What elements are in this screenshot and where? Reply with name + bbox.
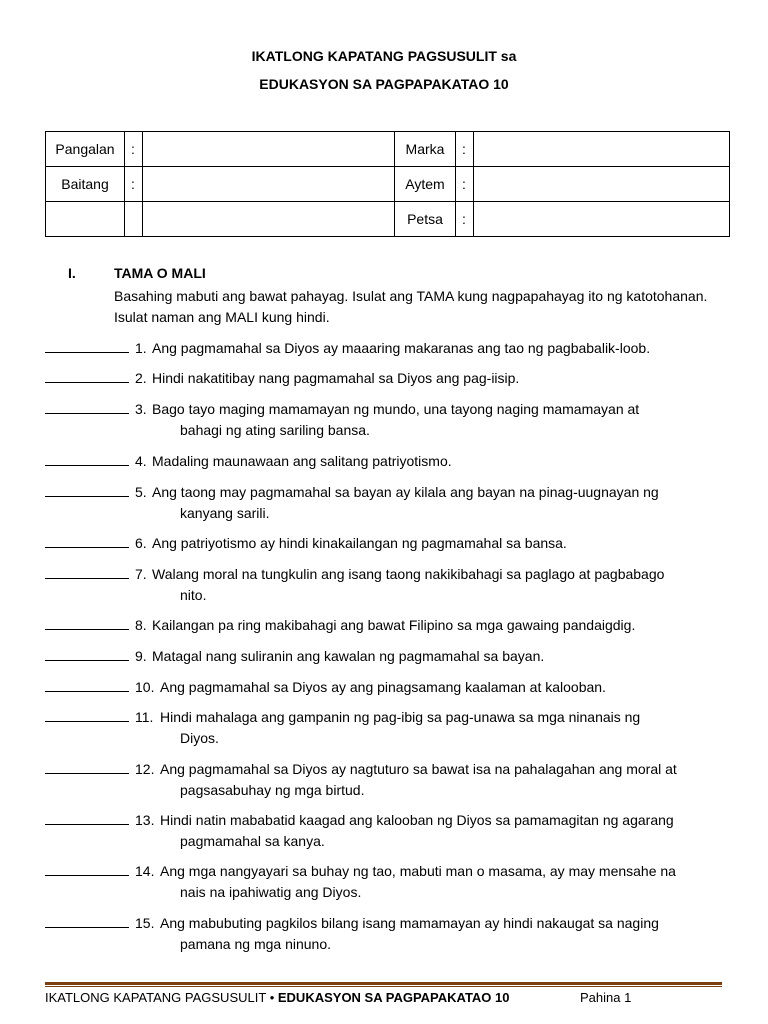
question-text: Ang pagmamahal sa Diyos ay ang pinagsamang kaalaman at kalooban. bbox=[160, 679, 606, 695]
answer-blank[interactable] bbox=[45, 399, 129, 414]
question-number: 9. bbox=[135, 648, 147, 664]
answer-blank[interactable] bbox=[45, 759, 129, 774]
footer-subject: EDUKASYON SA PAGPAPAKATAO 10 bbox=[277, 990, 510, 1005]
question-text-continued: nito. bbox=[180, 587, 207, 603]
answer-blank[interactable] bbox=[45, 677, 129, 692]
answer-blank[interactable] bbox=[45, 482, 129, 497]
footer-rule-thin bbox=[45, 986, 722, 987]
colon: : bbox=[125, 132, 143, 167]
section-title: TAMA O MALI bbox=[114, 265, 206, 281]
empty-cell bbox=[125, 202, 143, 237]
colon: : bbox=[456, 202, 474, 237]
empty-cell bbox=[46, 202, 125, 237]
answer-blank[interactable] bbox=[45, 913, 129, 928]
score-field[interactable] bbox=[474, 132, 730, 167]
name-field[interactable] bbox=[143, 132, 395, 167]
question-number: 3. bbox=[135, 401, 147, 417]
answer-blank[interactable] bbox=[45, 810, 129, 825]
question-text: Ang mabubuting pagkilos bilang isang mamamayan ay hindi nakaugat sa naging bbox=[160, 915, 659, 931]
score-label: Marka bbox=[395, 132, 456, 167]
question-text: Ang mga nangyayari sa buhay ng tao, mabuti man o masama, ay may mensahe na bbox=[160, 863, 676, 879]
question-text: Bago tayo maging mamamayan ng mundo, una tayong naging mamamayan at bbox=[152, 401, 640, 417]
answer-blank[interactable] bbox=[45, 564, 129, 579]
answer-blank[interactable] bbox=[45, 707, 129, 722]
question-text: Walang moral na tungkulin ang isang taong nakikibahagi sa paglago at pagbabago bbox=[152, 566, 665, 582]
exam-title-text: IKATLONG KAPATANG PAGSUSULIT bbox=[251, 48, 497, 64]
question-text: Ang pagmamahal sa Diyos ay nagtuturo sa bawat isa na pahalagahan ang moral at bbox=[160, 761, 677, 777]
items-label: Aytem bbox=[395, 167, 456, 202]
question-text: Hindi natin mababatid kaagad ang kalooban ng Diyos sa pamamagitan ng agarang bbox=[160, 812, 674, 828]
question-number: 11. bbox=[135, 709, 154, 725]
student-info-table bbox=[45, 131, 730, 237]
section-instructions: Basahing mabuti ang bawat pahayag. Isulat ang TAMA kung nagpapahayag ito ng katotohanan. Isulat naman ang MALI kung hindi. bbox=[114, 288, 708, 325]
question-text: Ang patriyotismo ay hindi kinakailangan ng pagmamahal sa bansa. bbox=[152, 535, 567, 551]
answer-blank[interactable] bbox=[45, 533, 129, 548]
footer-bullet: • bbox=[269, 990, 275, 1005]
question-text: Hindi nakatitibay nang pagmamahal sa Diyos ang pag-iisip. bbox=[152, 370, 520, 386]
answer-blank[interactable] bbox=[45, 646, 129, 661]
date-field[interactable] bbox=[474, 202, 730, 237]
exam-title-sa: sa bbox=[500, 48, 517, 64]
page-number: Pahina 1 bbox=[580, 990, 632, 1005]
answer-blank[interactable] bbox=[45, 368, 129, 383]
question-number: 7. bbox=[135, 566, 147, 582]
question-text: Madaling maunawaan ang salitang patriyotismo. bbox=[152, 453, 452, 469]
question-text-continued: pamana ng mga ninuno. bbox=[180, 936, 331, 952]
info-row bbox=[46, 132, 730, 167]
question-number: 10. bbox=[135, 679, 155, 695]
question-text: Ang taong may pagmamahal sa bayan ay kilala ang bayan na pinag-uugnayan ng bbox=[152, 484, 659, 500]
question-text: Ang pagmamahal sa Diyos ay maaaring makaranas ang tao ng pagbabalik-loob. bbox=[152, 340, 651, 356]
question-number: 15. bbox=[135, 915, 155, 931]
grade-label: Baitang bbox=[46, 167, 125, 202]
answer-blank[interactable] bbox=[45, 861, 129, 876]
subject-title: EDUKASYON SA PAGPAPAKATAO 10 bbox=[259, 76, 509, 92]
question-number: 6. bbox=[135, 535, 147, 551]
colon: : bbox=[456, 167, 474, 202]
question-number: 5. bbox=[135, 484, 147, 500]
question-text: Kailangan pa ring makibahagi ang bawat Filipino sa mga gawaing pandaigdig. bbox=[152, 617, 636, 633]
question-text-continued: pagsasabuhay ng mga birtud. bbox=[180, 782, 365, 798]
question-text-continued: bahagi ng ating sariling bansa. bbox=[180, 422, 370, 438]
answer-blank[interactable] bbox=[45, 615, 129, 630]
empty-cell bbox=[143, 202, 395, 237]
footer-exam-name bbox=[45, 990, 510, 1005]
question-text: Hindi mahalaga ang gampanin ng pag-ibig sa pag-unawa sa mga ninanais ng bbox=[160, 709, 641, 725]
footer-left-text: IKATLONG KAPATANG PAGSUSULIT bbox=[45, 990, 267, 1005]
question-number: 2. bbox=[135, 370, 147, 386]
info-row bbox=[46, 202, 730, 237]
question-number: 13. bbox=[135, 812, 155, 828]
question-number: 12. bbox=[135, 761, 155, 777]
question-text: Matagal nang suliranin ang kawalan ng pagmamahal sa bayan. bbox=[152, 648, 545, 664]
grade-field[interactable] bbox=[143, 167, 395, 202]
colon: : bbox=[456, 132, 474, 167]
question-number: 4. bbox=[135, 453, 147, 469]
info-row bbox=[46, 167, 730, 202]
colon: : bbox=[125, 167, 143, 202]
answer-blank[interactable] bbox=[45, 338, 129, 353]
question-text-continued: nais na ipahiwatig ang Diyos. bbox=[180, 884, 362, 900]
question-number: 8. bbox=[135, 617, 147, 633]
question-text-continued: Diyos. bbox=[180, 730, 219, 746]
question-text-continued: kanyang sarili. bbox=[180, 505, 270, 521]
date-label: Petsa bbox=[395, 202, 456, 237]
question-number: 1. bbox=[135, 340, 147, 356]
question-text-continued: pagmamahal sa kanya. bbox=[180, 833, 325, 849]
items-field[interactable] bbox=[474, 167, 730, 202]
question-number: 14. bbox=[135, 863, 155, 879]
name-label: Pangalan bbox=[46, 132, 125, 167]
footer-rule bbox=[45, 982, 722, 985]
section-number: I. bbox=[68, 265, 76, 281]
exam-title bbox=[0, 48, 768, 64]
answer-blank[interactable] bbox=[45, 451, 129, 466]
